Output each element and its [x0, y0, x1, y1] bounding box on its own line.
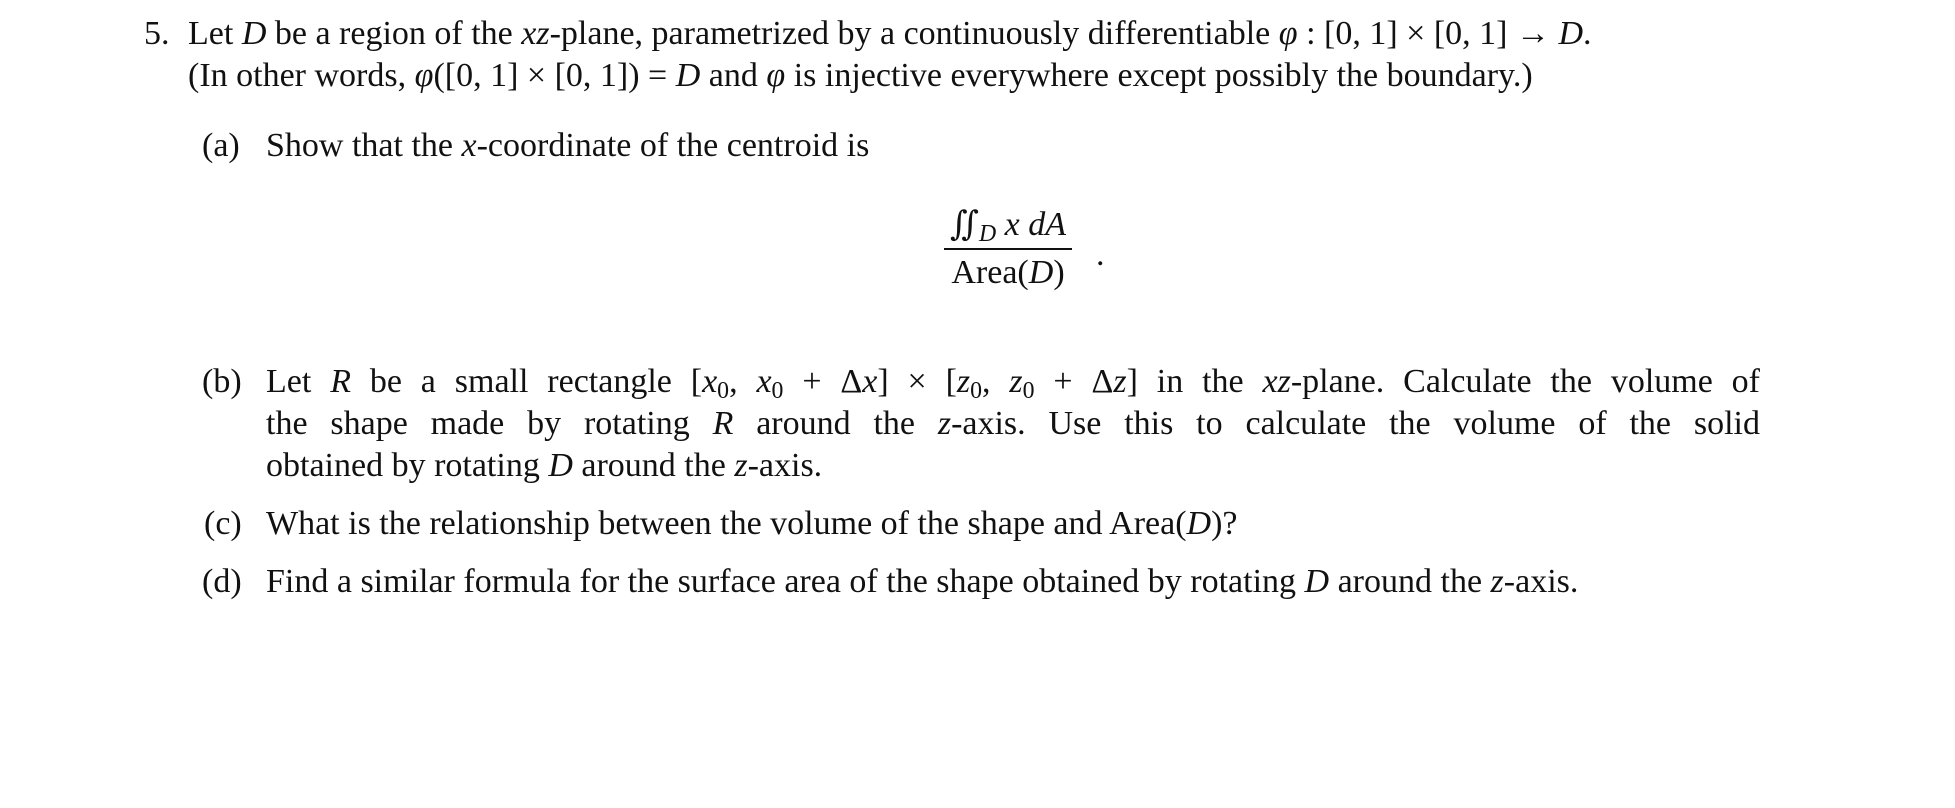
formula-denominator: Area(D) — [951, 254, 1065, 291]
part-d-label: (d) — [202, 563, 242, 600]
problem-number: 5. — [144, 15, 170, 52]
part-b-label: (b) — [202, 363, 242, 400]
formula-numerator: $∬_D$ x dA — [944, 204, 1072, 250]
part-b-line-1: Let R be a small rectangle [$x_0$, $x_0 + \Delta x] \times [z_0$, $z_0 + \Delta z$] in the xz-plane. Calculate the volume of — [266, 363, 1761, 404]
problem-line-1-text: Let D be a region of the xz-plane, parametrized by a continuously differentiable φ : [0, 1] × [0, 1] → D. — [188, 15, 1592, 52]
problem-line-2-text: (In other words, φ([0, 1] × [0, 1]) = D and φ is injective everywhere except possibly the boundary.) — [188, 57, 1533, 94]
part-b-line-3: obtained by rotating D around the z-axis. — [266, 447, 823, 484]
problem-statement-line-2 — [188, 56, 1533, 96]
problem-statement-line-1 — [144, 14, 1592, 54]
centroid-formula — [944, 204, 1072, 292]
part-a-label: (a) — [202, 127, 240, 164]
part-c-label: (c) — [204, 505, 242, 542]
formula-period: . — [1096, 236, 1105, 273]
part-c-text: What is the relationship between the volume of the shape and Area(D)? — [266, 505, 1238, 542]
part-a-text: Show that the x-coordinate of the centroid is — [266, 127, 870, 164]
part-b-line-2: the shape made by rotating R around the z-axis. Use this to calculate the volume of the solid — [266, 405, 1760, 442]
part-d-text: Find a similar formula for the surface area of the shape obtained by rotating D around the z-axis. — [266, 563, 1579, 600]
